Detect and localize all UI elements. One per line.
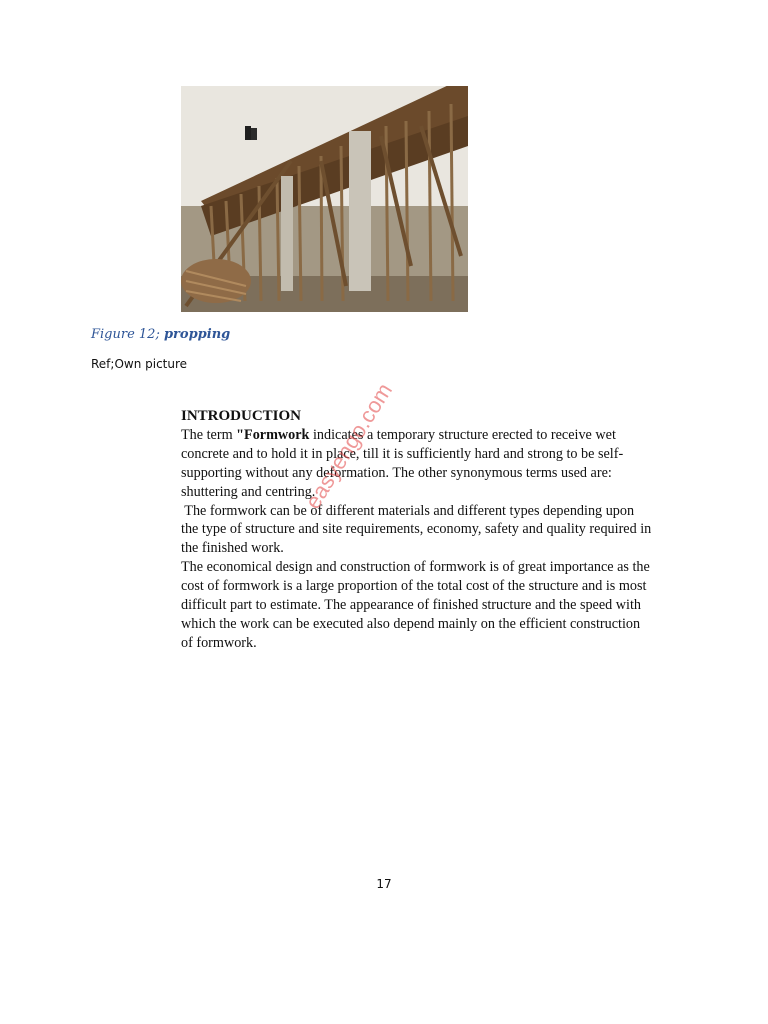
paragraph-line: supporting without any deformation. The other synonymous terms used are: [181,464,612,481]
paragraph-line: the finished work. [181,540,284,557]
section-heading: INTRODUCTION [181,408,302,424]
figure-caption-prefix: Figure 12; [91,327,164,342]
page-number: 17 [376,877,392,891]
propping-photo [181,86,468,312]
line1-prefix: The term [181,426,237,443]
figure-caption [91,327,230,342]
paragraph-line: the type of structure and site requirements, economy, safety and quality required in [181,521,652,538]
paragraph-line: shuttering and centring. [181,483,316,500]
figure-reference: Ref;Own picture [91,357,188,371]
formwork-term: "Formwork [236,426,310,443]
paragraph-line: concrete and to hold it in place, till it is sufficiently hard and strong to be self- [181,445,624,462]
paragraph-line: which the work can be executed also depend mainly on the efficient construction [181,615,641,632]
paragraph-line: of formwork. [181,634,257,651]
paragraph-line: difficult part to estimate. The appearance of finished structure and the speed with [181,597,642,614]
paragraph-line [181,426,691,445]
paragraph-line: The economical design and construction of formwork is of great importance as the [181,559,650,576]
figure-caption-title: propping [163,327,231,342]
introduction-section [181,407,691,653]
paragraph-line: cost of formwork is a large proportion of the total cost of the structure and is most [181,578,647,595]
paragraph-line: The formwork can be of different materials and different types depending upon [181,502,635,519]
line1-suffix: indicates a temporary structure erected to receive wet [309,426,616,443]
watermark: easyengo.com [300,378,398,514]
